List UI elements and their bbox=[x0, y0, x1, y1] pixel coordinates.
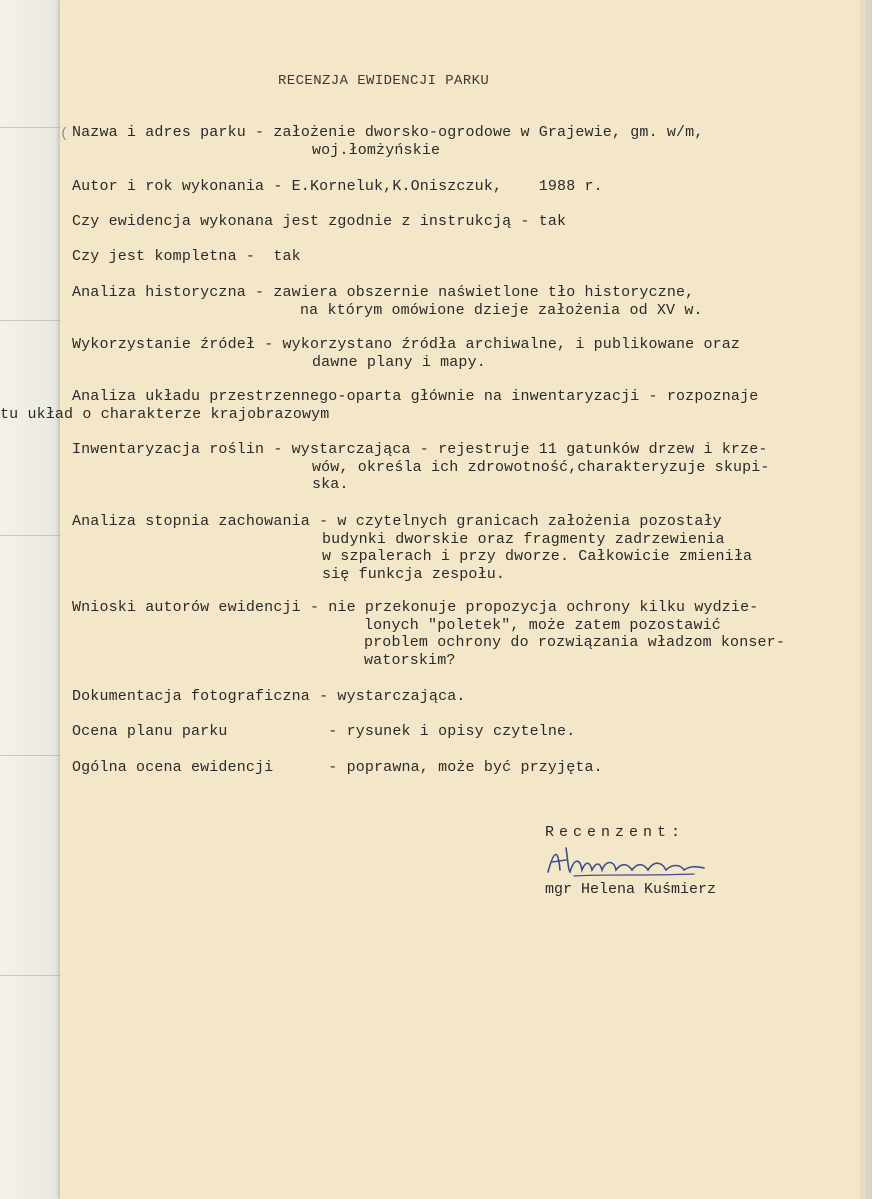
row-key: Czy jest kompletna bbox=[72, 248, 237, 265]
reviewer-block bbox=[545, 824, 716, 898]
row-value: poprawna, może być przyjęta. bbox=[346, 759, 603, 776]
row-value-continuation: wów, określa ich zdrowotność,charakteryzuje skupi- bbox=[312, 458, 770, 476]
row-value: w czytelnych granicach założenia pozostały bbox=[337, 513, 722, 530]
underlying-rule bbox=[0, 975, 64, 976]
review-row bbox=[72, 248, 301, 265]
row-key: Analiza układu przestrzennego bbox=[72, 388, 338, 405]
row-value-continuation: problem ochrony do rozwiązania władzom konser- bbox=[364, 634, 785, 651]
reviewer-name: mgr Helena Kuśmierz bbox=[545, 881, 717, 898]
row-key: Ocena planu parku bbox=[72, 723, 228, 740]
row-separator: - bbox=[236, 248, 274, 265]
row-key: Ogólna ocena ewidencji bbox=[72, 759, 274, 776]
row-value: wystarczająca. bbox=[337, 688, 466, 705]
row-value-continuation: na którym omówione dzieje założenia od XV w. bbox=[300, 301, 703, 319]
row-value-continuation: watorskim? bbox=[364, 651, 456, 669]
row-value-continuation: ska. bbox=[312, 476, 349, 493]
row-separator: - bbox=[264, 178, 292, 195]
row-separator: - bbox=[511, 213, 539, 230]
row-key: Dokumentacja fotograficzna bbox=[72, 688, 310, 705]
review-row bbox=[72, 388, 758, 405]
underlying-rule bbox=[0, 535, 64, 536]
row-separator: - bbox=[337, 388, 347, 405]
row-value: nie przekonuje propozycja ochrony kilku wydzie- bbox=[328, 599, 759, 616]
review-row bbox=[72, 599, 758, 616]
row-key: Wykorzystanie źródeł bbox=[72, 336, 256, 353]
row-separator: - bbox=[300, 599, 329, 616]
row-value: wystarczająca - rejestruje 11 gatunków drzew i krze- bbox=[291, 441, 768, 458]
row-separator: - bbox=[245, 284, 274, 301]
row-value: E.Korneluk,K.Oniszczuk, 1988 r. bbox=[291, 178, 603, 195]
review-row bbox=[72, 759, 603, 776]
row-key: Autor i rok wykonania bbox=[72, 178, 265, 195]
review-row bbox=[72, 513, 722, 530]
row-key: Nazwa i adres parku bbox=[72, 124, 246, 141]
row-value-continuation: lonych "poletek", może zatem pozostawić bbox=[364, 616, 721, 634]
underlying-rule bbox=[0, 755, 64, 756]
row-separator: - bbox=[309, 513, 338, 530]
review-row bbox=[72, 284, 694, 301]
review-row bbox=[72, 688, 466, 705]
row-key: Analiza historyczna bbox=[72, 284, 246, 301]
review-row bbox=[72, 336, 740, 353]
row-value: tak bbox=[538, 213, 567, 230]
row-value-continuation: tu układ o charakterze krajobrazowym bbox=[0, 405, 330, 423]
row-separator: - bbox=[264, 441, 292, 458]
row-value: wykorzystano źródła archiwalne, i publikowane oraz bbox=[282, 336, 741, 353]
sheet-edge bbox=[860, 0, 866, 1199]
row-separator: - bbox=[255, 336, 283, 353]
row-key: Analiza stopnia zachowania bbox=[72, 513, 310, 530]
review-row bbox=[72, 213, 566, 230]
row-value-continuation: w szpalerach i przy dworze. Całkowicie zmieniła bbox=[322, 548, 753, 565]
row-key: Wnioski autorów ewidencji bbox=[72, 599, 301, 616]
row-value: założenie dworsko-ogrodowe w Grajewie, gm. w/m, bbox=[273, 124, 704, 141]
row-value-continuation: dawne plany i mapy. bbox=[312, 353, 486, 371]
underlying-rule bbox=[0, 127, 64, 128]
row-key: Inwentaryzacja roślin bbox=[72, 441, 265, 458]
row-separator: - bbox=[273, 759, 347, 776]
row-value: rysunek i opisy czytelne. bbox=[346, 723, 576, 740]
underlying-rule bbox=[0, 320, 64, 321]
row-key: Czy ewidencja wykonana jest zgodnie z instrukcją bbox=[72, 213, 512, 230]
row-value-continuation: się funkcja zespołu. bbox=[322, 565, 506, 583]
row-value: tak bbox=[273, 248, 301, 265]
row-separator: - bbox=[309, 688, 338, 705]
row-value-continuation: woj.łomżyńskie bbox=[312, 141, 441, 159]
row-value: oparta głównie na inwentaryzacji - rozpoznaje bbox=[346, 388, 759, 405]
row-separator: - bbox=[227, 723, 347, 740]
row-separator: - bbox=[245, 124, 274, 141]
review-row bbox=[72, 441, 768, 458]
underlying-sheet-edge bbox=[0, 0, 67, 1199]
document-title: RECENZJA EWIDENCJI PARKU bbox=[278, 73, 490, 89]
review-row bbox=[72, 178, 603, 195]
review-row bbox=[72, 723, 575, 740]
reviewer-label: Recenzent: bbox=[545, 824, 686, 841]
row-value-continuation: budynki dworskie oraz fragmenty zadrzewienia bbox=[322, 530, 725, 548]
row-value: zawiera obszernie naświetlone tło historyczne, bbox=[273, 284, 695, 301]
margin-mark: ( bbox=[60, 126, 69, 142]
review-row bbox=[72, 124, 703, 141]
